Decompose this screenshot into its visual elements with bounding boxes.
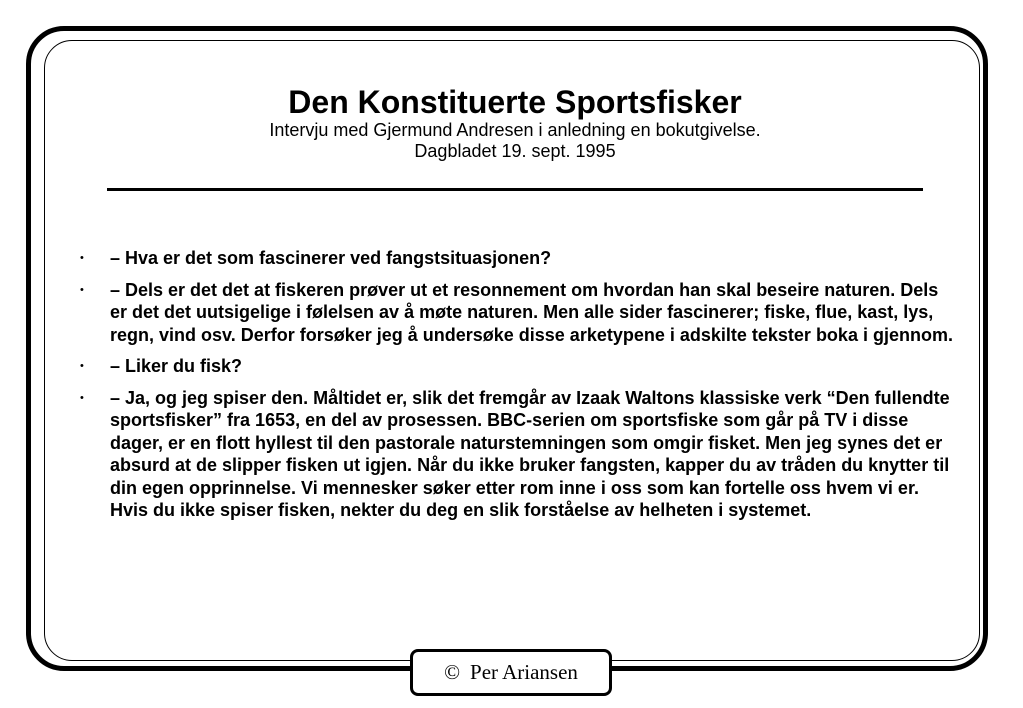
page-title: Den Konstituerte Sportsfisker (288, 84, 742, 120)
title-block (107, 84, 923, 162)
bullet-list (76, 247, 956, 531)
bullet-icon: • (80, 283, 84, 296)
list-item-text: – Hva er det som fascinerer ved fangstsituasjonen? (110, 248, 552, 268)
bullet-icon: • (80, 360, 84, 372)
list-item (76, 387, 956, 522)
title-divider (107, 188, 923, 191)
subtitle-line-1: Intervju med Gjermund Andresen i anledning en bokutgivelse. (269, 120, 761, 140)
list-item (76, 355, 956, 378)
subtitle-line-2: Dagbladet 19. sept. 1995 (414, 141, 616, 161)
author-name: Per Ariansen (470, 660, 578, 684)
list-item-text: – Ja, og jeg spiser den. Måltidet er, slik det fremgår av Izaak Waltons klassiske verk “Den fullendte sportsfisker” fra 1653, en del av prosessen. BBC-serien om sportsfiske som går på TV i disse dager, er en flott hyllest til den pastorale naturstemningen som omgir fisket. Men jeg synes det er absurd at de slipper fisken ut igjen. Når du ikke bruker fangsten, kapper du av tråden du knytter til din egen opprinnelse. Vi mennesker søker etter rom inne i oss som kan fortelle oss hvem vi er. Hvis du ikke spiser fisken, nekter du deg en slik forståelse av helheten i systemet. (110, 387, 950, 520)
bullet-icon: • (80, 252, 84, 264)
list-item-text: – Liker du fisk? (110, 356, 243, 376)
list-item (76, 247, 956, 270)
list-item (76, 279, 956, 347)
copyright-icon: © (444, 660, 461, 684)
list-item-text: – Dels er det det at fiskeren prøver ut et resonnement om hvordan han skal beseire naturen. Dels er det det uutsigelige i følelsen av å møte naturen. Men alle sider fascinerer; fiske, flue, kast, lys, regn, vind osv. Derfor forsøker jeg å undersøke disse arketypene i adskilte tekster boka i gjennom. (110, 279, 953, 345)
bullet-icon: • (80, 391, 84, 404)
copyright-box (410, 649, 612, 696)
